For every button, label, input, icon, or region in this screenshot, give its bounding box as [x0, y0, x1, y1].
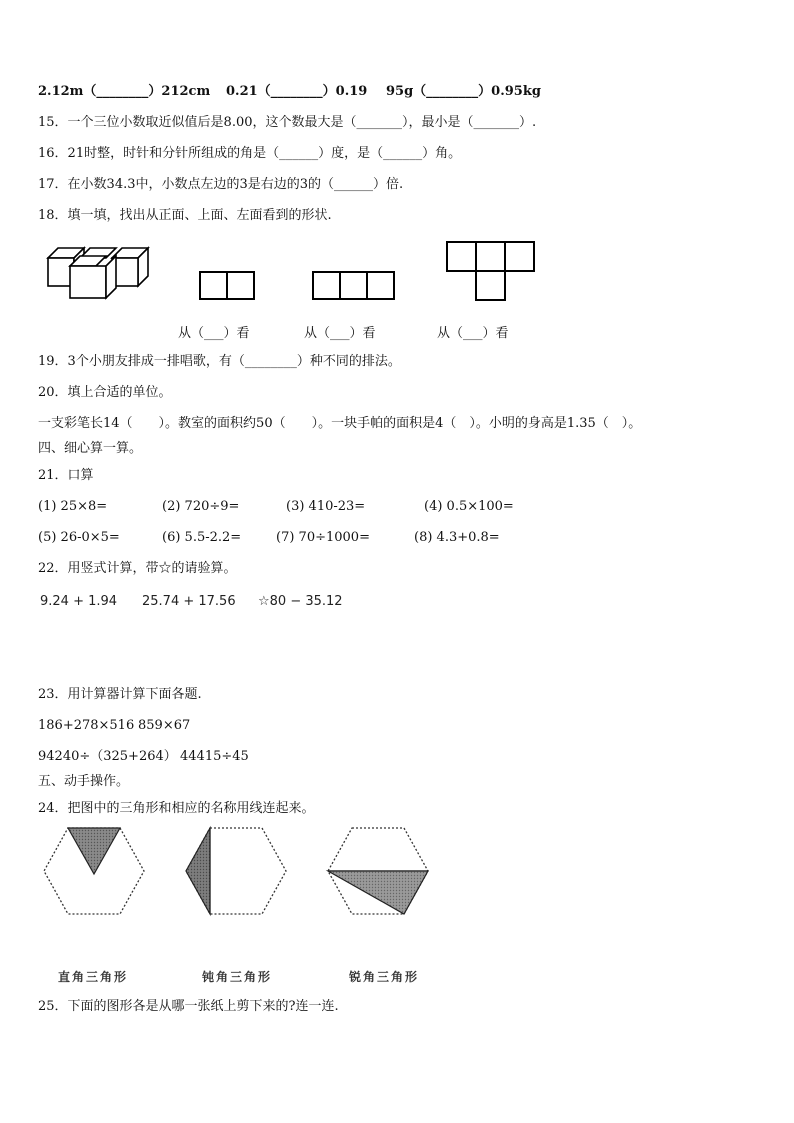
vertical-calc-2: 25.74 + 17.56 [142, 594, 236, 609]
question-16: 16．21时整，时针和分针所组成的角是（______）度，是（______）角。 [38, 146, 462, 161]
hexagon-acute-triangle [326, 826, 430, 916]
oral-calc-7: (7) 70÷1000= [276, 530, 370, 545]
question-21: 21．口算 [38, 468, 94, 483]
view-shape-t-shape [446, 241, 536, 301]
question-25: 25．下面的图形各是从哪一张纸上剪下来的?连一连. [38, 999, 339, 1014]
q14-compare-a: 2.12m（________）212cm [38, 84, 211, 99]
question-17: 17．在小数34.3中，小数点左边的3是右边的3的（______）倍. [38, 177, 404, 192]
question-15: 15．一个三位小数取近似值后是8.00，这个数最大是（_______），最小是（_______）. [38, 115, 537, 130]
question-22: 22．用竖式计算，带☆的请验算。 [38, 561, 237, 576]
hexagon-right-triangle [42, 826, 146, 916]
view-caption-1: 从（___）看 [178, 326, 250, 341]
question-20: 20．填上合适的单位。 [38, 385, 172, 400]
vertical-calc-1: 9.24 + 1.94 [40, 594, 118, 609]
calculator-problem-2: 859×67 [138, 718, 191, 733]
oral-calc-3: (3) 410-23= [286, 499, 366, 514]
q14-compare-c: 95g（________）0.95kg [386, 84, 541, 99]
oral-calc-6: (6) 5.5-2.2= [162, 530, 242, 545]
oral-calc-8: (8) 4.3+0.8= [414, 530, 500, 545]
oral-calc-1: (1) 25×8= [38, 499, 108, 514]
question-23: 23．用计算器计算下面各题. [38, 687, 202, 702]
view-caption-3: 从（___）看 [437, 326, 509, 341]
calculator-problem-4: 44415÷45 [180, 749, 249, 764]
question-24: 24．把图中的三角形和相应的名称用线连起来。 [38, 801, 315, 816]
label-right-triangle: 直角三角形 [58, 970, 129, 984]
view-shape-two-squares [199, 271, 255, 301]
section-4-heading: 四、细心算一算。 [38, 441, 143, 456]
question-20-units: 一支彩笔长14（ ）。教室的面积约50（ ）。一块手帕的面积是4（ ）。小明的身高是1.35（ ）。 [38, 416, 642, 431]
oral-calc-2: (2) 720÷9= [162, 499, 240, 514]
section-5-heading: 五、动手操作。 [38, 774, 130, 789]
oral-calc-5: (5) 26-0×5= [38, 530, 120, 545]
hexagon-obtuse-triangle [184, 826, 288, 916]
question-19: 19．3个小朋友排成一排唱歌，有（________）种不同的排法。 [38, 354, 401, 369]
view-caption-2: 从（___）看 [304, 326, 376, 341]
view-shape-three-squares [312, 271, 396, 301]
cube-stack-figure [46, 240, 158, 300]
label-acute-triangle: 锐角三角形 [349, 970, 420, 984]
calculator-problem-1: 186+278×516 [38, 718, 135, 733]
label-obtuse-triangle: 钝角三角形 [202, 970, 273, 984]
vertical-calc-3: ☆80 − 35.12 [258, 594, 343, 609]
calculator-problem-3: 94240÷（325+264） [38, 749, 177, 764]
question-18: 18．填一填，找出从正面、上面、左面看到的形状. [38, 208, 332, 223]
oral-calc-4: (4) 0.5×100= [424, 499, 514, 514]
q14-compare-b: 0.21（________）0.19 [226, 84, 368, 99]
